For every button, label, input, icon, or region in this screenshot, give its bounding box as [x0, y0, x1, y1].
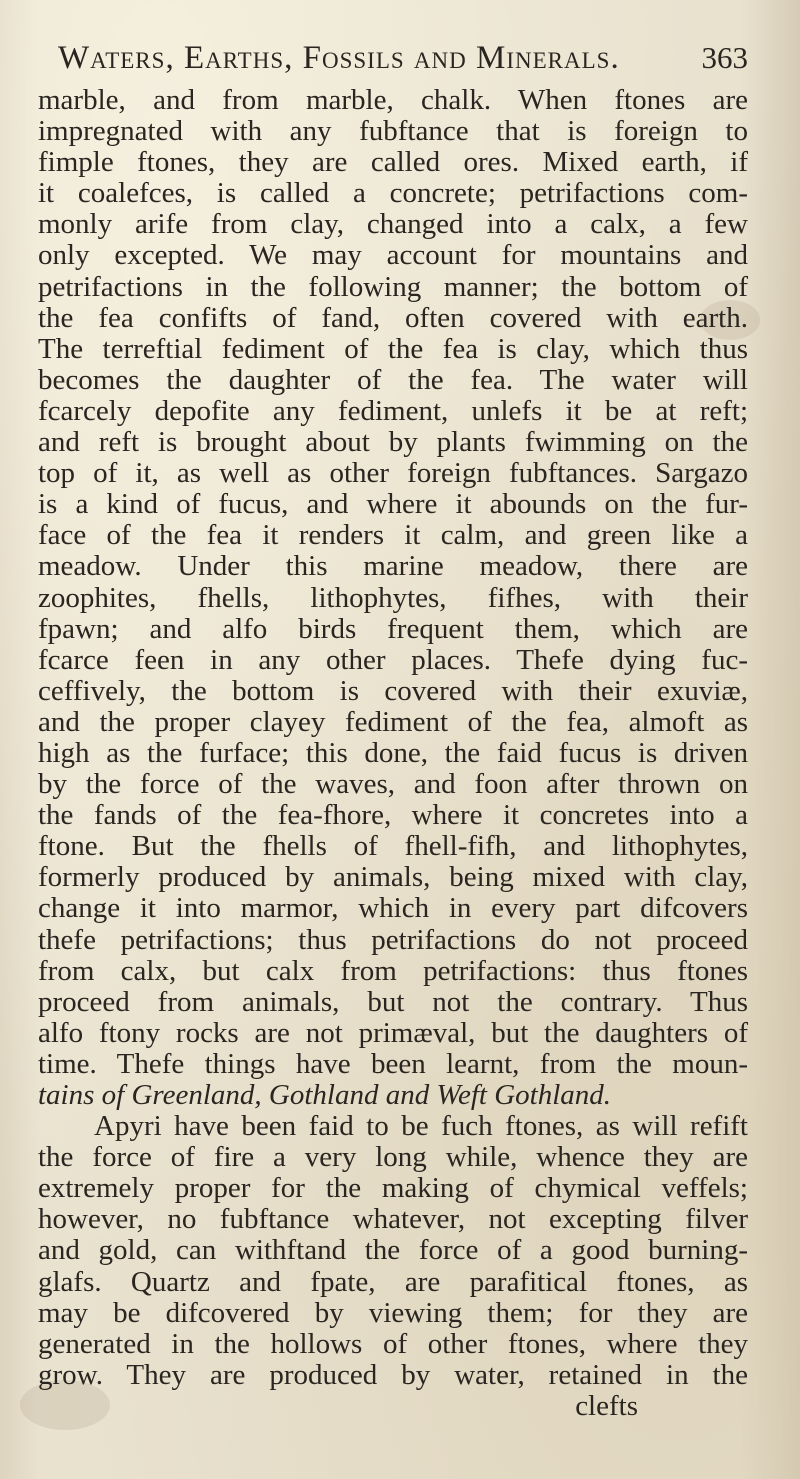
- text-line: time. Thefe things have been learnt, from the moun-: [38, 1047, 748, 1080]
- text-line: fimple ftones, they are called ores. Mixed earth, if: [38, 146, 748, 179]
- text-line: by the force of the waves, and foon after thrown on: [38, 768, 748, 801]
- text-line: zoophites, fhells, lithophytes, fifhes, with their: [38, 581, 748, 614]
- text-line: impregnated with any fubftance that is foreign to: [38, 115, 748, 148]
- text-line: and gold, can withftand the force of a good burning-: [38, 1234, 748, 1267]
- text-line: formerly produced by animals, being mixed with clay,: [38, 861, 748, 894]
- text-line: only excepted. We may account for mountains and: [38, 239, 748, 272]
- text-line: grow. They are produced by water, retained in the: [38, 1358, 748, 1391]
- catchword: clefts: [575, 1389, 638, 1422]
- text-line: meadow. Under this marine meadow, there are: [38, 550, 748, 583]
- page-number: 363: [701, 40, 748, 75]
- text-line: top of it, as well as other foreign fubftances. Sargazo: [38, 457, 748, 490]
- text-line: the force of fire a very long while, whence they are: [38, 1141, 748, 1174]
- text-line: the fands of the fea-fhore, where it concretes into a: [38, 799, 748, 832]
- text-line: marble, and from marble, chalk. When ftones are: [38, 84, 748, 116]
- text-line: face of the fea it renders it calm, and green like a: [38, 519, 748, 552]
- text-line: may be difcovered by viewing them; for they are: [38, 1296, 748, 1329]
- text-line: and the proper clayey fediment of the fea, almoft as: [38, 705, 748, 738]
- text-line: fcarce feen in any other places. Thefe dying fuc-: [38, 643, 748, 676]
- text-line: thefe petrifactions; thus petrifactions do not proceed: [38, 923, 748, 956]
- text-line: from calx, but calx from petrifactions: thus ftones: [38, 954, 748, 987]
- text-line: proceed from animals, but not the contrary. Thus: [38, 985, 748, 1018]
- text-line: The terreftial fediment of the fea is clay, which thus: [38, 332, 748, 365]
- text-line: becomes the daughter of the fea. The water will: [38, 363, 748, 396]
- text-line: ftone. But the fhells of fhell-fifh, and lithophytes,: [38, 830, 748, 863]
- text-line: it coalefces, is called a concrete; petrifactions com-: [38, 177, 748, 210]
- text-line: the fea confifts of fand, often covered with earth.: [38, 301, 748, 334]
- text-line: extremely proper for the making of chymical veffels;: [38, 1172, 748, 1205]
- body-text: [38, 85, 748, 1422]
- text-line: fpawn; and alfo birds frequent them, which are: [38, 612, 748, 645]
- text-line: tains of Greenland, Gothland and Weft Gothland.: [38, 1079, 612, 1111]
- text-line: ceffively, the bottom is covered with their exuviæ,: [38, 674, 748, 707]
- text-line: Apyri have been faid to be fuch ftones, as will refift: [94, 1110, 748, 1143]
- text-line: high as the furface; this done, the faid fucus is driven: [38, 736, 748, 769]
- text-line: is a kind of fucus, and where it abounds on the fur-: [38, 488, 748, 521]
- text-line: however, no fubftance whatever, not excepting filver: [38, 1203, 748, 1236]
- text-line: and reft is brought about by plants fwimming on the: [38, 426, 748, 459]
- text-line: generated in the hollows of other ftones, where they: [38, 1327, 748, 1360]
- text-line: fcarcely depofite any fediment, unlefs it be at reft;: [38, 394, 748, 427]
- text-line: monly arife from clay, changed into a calx, a few: [38, 208, 748, 241]
- text-line: petrifactions in the following manner; the bottom of: [38, 270, 748, 303]
- text-line: change it into marmor, which in every part difcovers: [38, 892, 748, 925]
- running-title: Waters, Earths, Fossils and Minerals.: [58, 40, 620, 76]
- running-head: [58, 40, 748, 86]
- text-line: alfo ftony rocks are not primæval, but the daughters of: [38, 1016, 748, 1049]
- text-line: glafs. Quartz and fpate, are parafitical ftones, as: [38, 1265, 748, 1298]
